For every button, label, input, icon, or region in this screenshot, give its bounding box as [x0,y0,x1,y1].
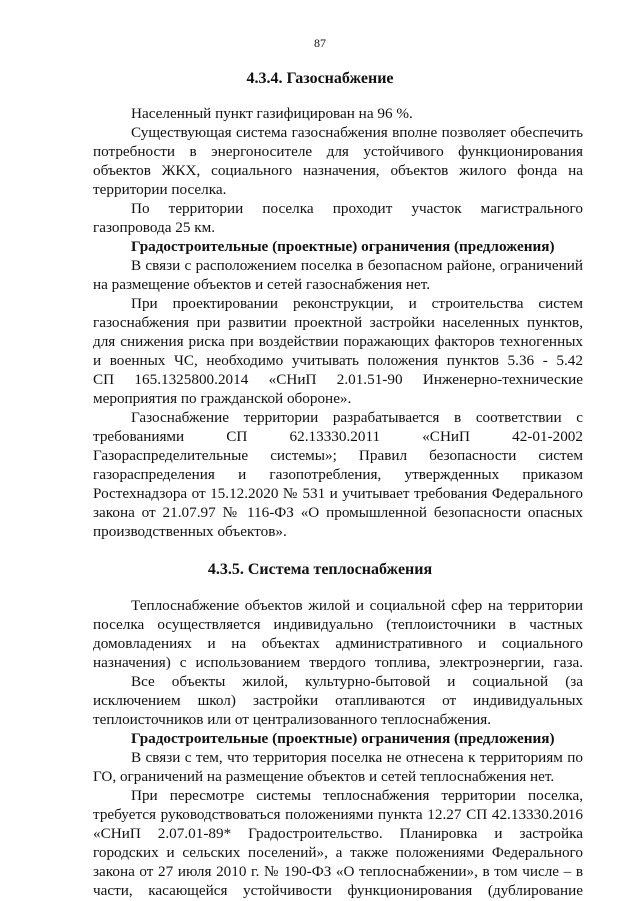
text-line: Ростехнадзора от 15.12.2020 № 531 и учитывает требования Федерального [93,485,583,502]
text-line: городских и сельских поселений», а также положениями Федерального [93,844,583,861]
text-line: потребности в энергоносителе для устойчивого функционирования [93,143,583,160]
text-line: Газоснабжение территории разрабатывается в соответствии с [131,409,583,426]
text-line: территории поселка. [93,181,227,198]
text-line: назначения) с использованием твердого топлива, электроэнергии, газа. [93,654,583,671]
text-line: части, касающейся устойчивости функционирования (дублирование [93,882,583,899]
text-line: При пересмотре системы теплоснабжения территории поселка, [131,787,583,804]
text-line: закона от 27 июля 2010 г. № 190-ФЗ «О теплоснабжении», в том числе – в [93,863,583,880]
text-line: В связи с тем, что территория поселка не отнесена к территориям по [131,749,583,766]
text-line: При проектировании реконструкции, и строительства систем [131,295,583,312]
text-line: Существующая система газоснабжения вполне позволяет обеспечить [131,124,583,141]
text-line: мероприятия по гражданской обороне». [93,390,352,407]
text-line: требуется руководствоваться положениями пункта 12.27 СП 42.13330.2016 [93,806,583,823]
text-line: производственных объектов». [93,523,287,540]
text-line: поселка осуществляется индивидуально (теплоисточники в частных [93,616,583,633]
text-line: и военных ЧС, необходимо учитывать положения пунктов 5.36 - 5.42 [93,352,583,369]
text-line: В связи с расположением поселка в безопасном районе, ограничений [131,257,583,274]
text-line: Газораспределительные системы»; Правил безопасности систем [93,447,583,464]
text-line: Все объекты жилой, культурно-бытовой и социальной (за [131,673,583,690]
text-line: требованиями СП 62.13330.2011 «СНиП 42-01-2002 [93,428,583,445]
subheading-restrictions: Градостроительные (проектные) ограничения (предложения) [131,730,555,747]
text-line: По территории поселка проходит участок магистрального [131,200,583,217]
text-line: теплоисточников или от централизованного теплоснабжения. [93,711,492,728]
subheading-restrictions: Градостроительные (проектные) ограничения (предложения) [131,238,555,255]
text-line: исключением школ) застройки отапливаются от индивидуальных [93,692,583,709]
text-line: объектов ЖКХ, социального назначения, объектов жилого фонда на [93,162,583,179]
text-line: закона от 21.07.97 № 116-ФЗ «О промышленной безопасности опасных [93,504,583,521]
text-line: на размещение объектов и сетей газоснабжения нет. [93,276,431,293]
text-line: СП 165.1325800.2014 «СНиП 2.01.51-90 Инженерно-технические [93,371,583,388]
page-number: 87 [314,36,326,50]
section-heading-heat: 4.3.5. Система теплоснабжения [207,561,433,578]
text-line: Теплоснабжение объектов жилой и социальной сфер на территории [131,597,583,614]
text-line: для снижения риска при воздействии поражающих факторов техногенных [93,333,583,350]
text-line: Населенный пункт газифицирован на 96 %. [131,105,413,122]
text-line: «СНиП 2.07.01-89* Градостроительство. Планировка и застройка [93,825,583,842]
text-line: газораспределения и газопотребления, утвержденных приказом [93,466,583,483]
text-line: ГО, ограничений на размещение объектов и сетей теплоснабжения нет. [93,768,555,785]
section-heading-gas: 4.3.4. Газоснабжение [246,70,394,87]
text-line: газопровода 25 км. [93,219,216,236]
text-line: домовладениях и на объектах административного и социального [93,635,583,652]
text-line: газоснабжения при развитии проектной застройки населенных пунктов, [93,314,583,331]
